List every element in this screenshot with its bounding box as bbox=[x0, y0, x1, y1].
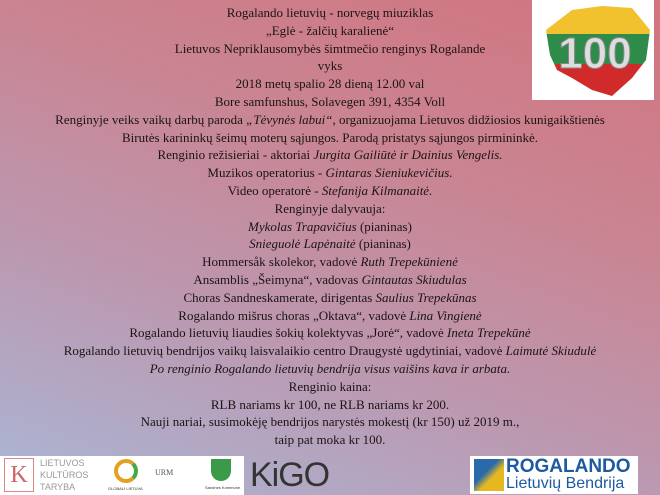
price-line: taip pat moka kr 100. bbox=[274, 432, 386, 448]
text: KULTŪROS bbox=[40, 470, 89, 480]
text: Rogalando lietuvių bendrijos vaikų laisvalaikio centro Draugystė ugdytiniai, vadovė bbox=[63, 343, 506, 359]
participant bbox=[0, 307, 660, 325]
closing-note bbox=[0, 360, 660, 378]
urm-logo: URM bbox=[155, 468, 174, 477]
name: Stefanija Kilmanaitė. bbox=[321, 182, 433, 198]
sponsor-logos bbox=[0, 456, 244, 495]
names: Jurgita Gailiūtė ir Dainius Vengelis. bbox=[313, 147, 503, 163]
rogalando-logo bbox=[470, 456, 638, 494]
text: Rogalando lietuvių liaudies šokių kolektyvas „Jorė“, vadovė bbox=[129, 325, 448, 341]
price-line: Nauji nariai, susimokėję bendrijos narystės mokestį (kr 150) už 2019 m., bbox=[140, 414, 520, 430]
date-time: 2018 metų spalio 28 dieną 12.00 val bbox=[235, 76, 425, 92]
exhibit-title: „Tėvynės labui“ bbox=[246, 111, 333, 127]
exhibit-line-2: Birutės karininkų šeimų moterų sąjungos. Parodą pristatys sąjungos pirmininkė. bbox=[122, 129, 538, 145]
musical-title: „Eglė - žalčių karalienė“ bbox=[265, 22, 395, 38]
text: Choras Sandneskamerate, dirigentas bbox=[183, 289, 376, 305]
kigo-logo: KiGO bbox=[250, 456, 330, 494]
participant bbox=[0, 235, 660, 253]
participant-name: Laimutė Skiudulė bbox=[505, 343, 597, 359]
price-heading: Renginio kaina: bbox=[288, 378, 372, 394]
vyks: vyks bbox=[317, 58, 343, 74]
rogalando-text: ROGALANDO bbox=[506, 456, 631, 477]
participant bbox=[0, 289, 660, 307]
video-operator bbox=[0, 182, 660, 200]
participant bbox=[0, 253, 660, 271]
globali-lietuva-label: GLOBALI LIETUVA bbox=[108, 486, 143, 491]
price-line: RLB nariams kr 100, ne RLB nariams kr 200. bbox=[210, 396, 450, 412]
exhibit-line bbox=[0, 111, 660, 129]
participant-name: Ineta Trepekūnė bbox=[447, 325, 531, 341]
participants-heading: Renginyje dalyvauja: bbox=[274, 200, 386, 216]
participants-list bbox=[0, 218, 660, 360]
lkt-logo-text bbox=[40, 457, 88, 493]
text: , organizuojama Lietuvos didžiosios kunigaikštienės bbox=[332, 111, 605, 127]
label: Video operatorė - bbox=[227, 182, 322, 198]
lkt-logo-mark: K bbox=[4, 458, 34, 492]
text: Rogalando mišrus choras „Oktava“, vadovė bbox=[178, 307, 410, 323]
name: Gintaras Sieniukevičius. bbox=[325, 165, 453, 181]
title-line: Rogalando lietuvių - norvegų miuziklas bbox=[226, 5, 434, 20]
logo-100-text: 100 bbox=[558, 29, 632, 78]
text: LIETUVOS bbox=[40, 458, 85, 468]
globali-lietuva-icon bbox=[114, 459, 138, 483]
rogalando-mark-icon bbox=[474, 459, 504, 491]
directors bbox=[0, 146, 660, 164]
participant-name: Snieguolė Lapėnaitė bbox=[249, 236, 356, 252]
text: (pianinas) bbox=[355, 236, 411, 252]
participant bbox=[0, 271, 660, 289]
text: (pianinas) bbox=[356, 218, 412, 234]
participant-name: Lina Vingienė bbox=[409, 307, 482, 323]
bendrija-text: Lietuvių Bendrija bbox=[506, 475, 625, 492]
participant-name: Gintautas Skiudulas bbox=[361, 271, 467, 287]
closing-note-text: Po renginio Rogalando lietuvių bendrija visus vaišins kava ir arbata. bbox=[149, 360, 511, 376]
participant bbox=[0, 218, 660, 236]
text: TARYBA bbox=[40, 482, 76, 492]
subtitle: Lietuvos Nepriklausomybės šimtmečio renginys Rogalande bbox=[174, 40, 486, 56]
text: Ansamblis „Šeimyna“, vadovas bbox=[193, 271, 362, 287]
label: Renginio režisieriai - aktoriai bbox=[157, 147, 314, 163]
music-operator bbox=[0, 164, 660, 182]
participant bbox=[0, 342, 660, 360]
sandnes-label: Sandnes Kommune bbox=[205, 485, 241, 490]
poster-text bbox=[0, 4, 660, 449]
text: Renginyje veiks vaikų darbų paroda bbox=[55, 111, 247, 127]
text: Hommersåk skolekor, vadovė bbox=[202, 254, 361, 270]
sandnes-shield-icon bbox=[211, 459, 231, 481]
participant-name: Ruth Trepekūnienė bbox=[360, 254, 458, 270]
participant-name: Mykolas Trapavičius bbox=[248, 218, 357, 234]
participant bbox=[0, 324, 660, 342]
venue: Bore samfunshus, Solavegen 391, 4354 Voll bbox=[214, 93, 446, 109]
label: Muzikos operatorius - bbox=[207, 165, 326, 181]
participant-name: Saulius Trepekūnas bbox=[375, 289, 477, 305]
